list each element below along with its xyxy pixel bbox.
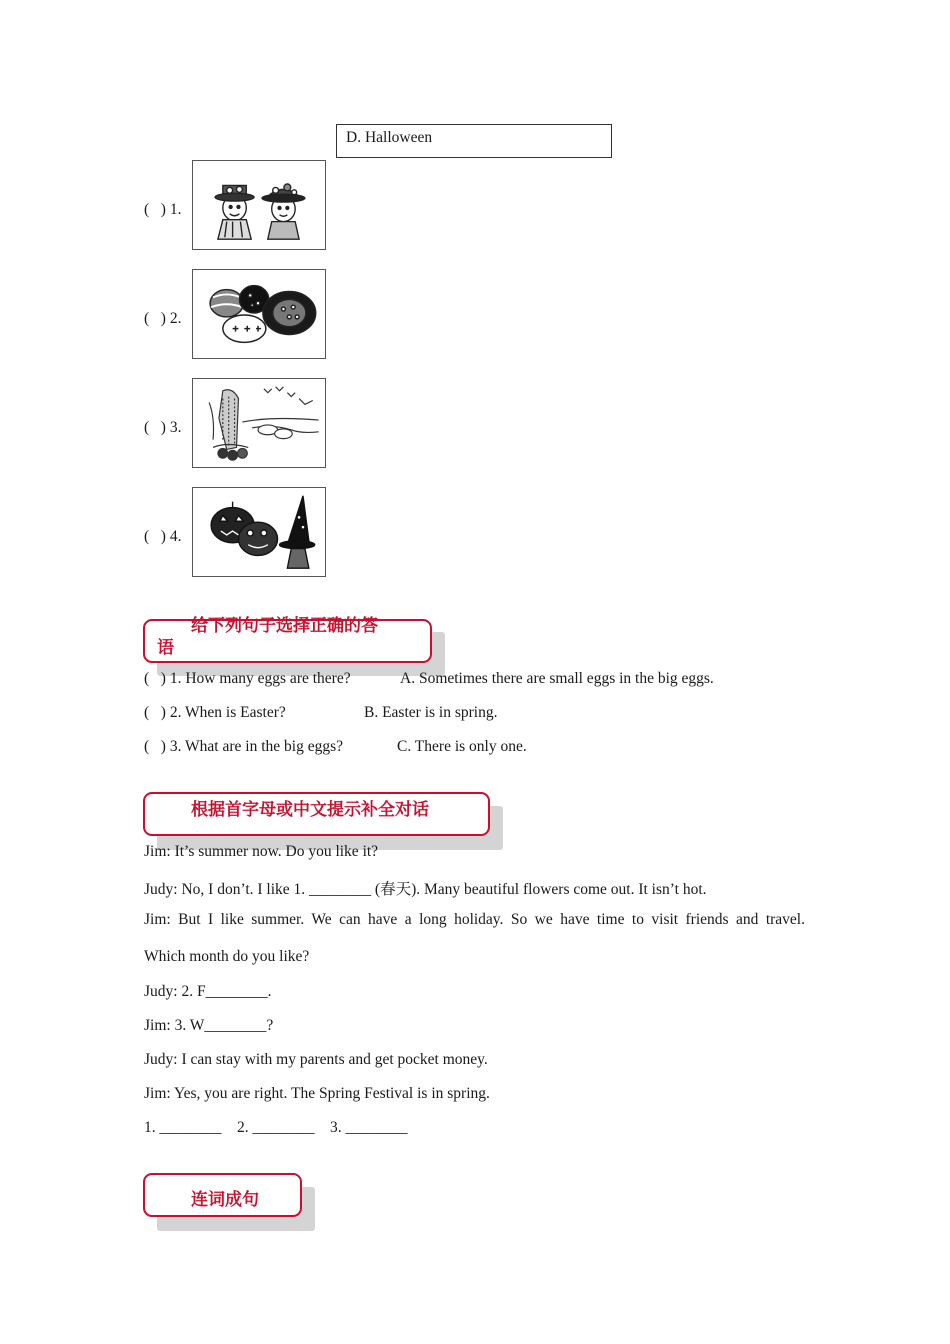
section-2-question-1[interactable]: ( ) 1. How many eggs are there?	[144, 670, 351, 687]
section-2-answer-c: C. There is only one.	[397, 738, 527, 755]
section-2-question-2[interactable]: ( ) 2. When is Easter?	[144, 704, 286, 721]
dialogue-line-1: Jim: It’s summer now. Do you like it?	[144, 843, 379, 860]
dialogue-line-5[interactable]: Judy: 2. F________.	[144, 983, 272, 1000]
section-2-question-3[interactable]: ( ) 3. What are in the big eggs?	[144, 738, 343, 755]
dialogue-line-7: Judy: I can stay with my parents and get pocket money.	[144, 1051, 488, 1068]
pumpkins-witch-icon	[192, 487, 326, 577]
children-in-hats-icon	[192, 160, 326, 250]
section-2-title-line1: 给下列句子选择正确的答	[191, 616, 378, 636]
easter-eggs-icon	[192, 269, 326, 359]
section-3-title: 根据首字母或中文提示补全对话	[191, 800, 429, 820]
dialogue-line-2: Judy: No, I don’t. I like 1. ________ (春天). Many beautiful flowers come out. It isn’t hot.	[144, 881, 707, 898]
matching-item-3-label[interactable]: ( ) 3.	[144, 419, 182, 436]
dialogue-line-8: Jim: Yes, you are right. The Spring Festival is in spring.	[144, 1085, 490, 1102]
section-4-title: 连词成句	[191, 1190, 259, 1210]
answer-blanks[interactable]: 1. ________ 2. ________ 3. ________	[144, 1119, 408, 1136]
harvest-scene-icon	[192, 378, 326, 468]
matching-item-2-label[interactable]: ( ) 2.	[144, 310, 182, 327]
dialogue-line-3: Jim: But I like summer. We can have a long holiday. So we have time to visit friends and travel.	[144, 911, 805, 928]
option-d-text: D. Halloween	[346, 129, 433, 146]
matching-item-1-label[interactable]: ( ) 1.	[144, 201, 182, 218]
section-2-title-line2: 语	[157, 638, 174, 658]
option-d-box	[336, 124, 612, 158]
dialogue-line-4: Which month do you like?	[144, 948, 310, 965]
dialogue-line-6[interactable]: Jim: 3. W________?	[144, 1017, 274, 1034]
matching-item-4-label[interactable]: ( ) 4.	[144, 528, 182, 545]
section-2-answer-a: A. Sometimes there are small eggs in the big eggs.	[400, 670, 714, 687]
section-2-answer-b: B. Easter is in spring.	[364, 704, 498, 721]
